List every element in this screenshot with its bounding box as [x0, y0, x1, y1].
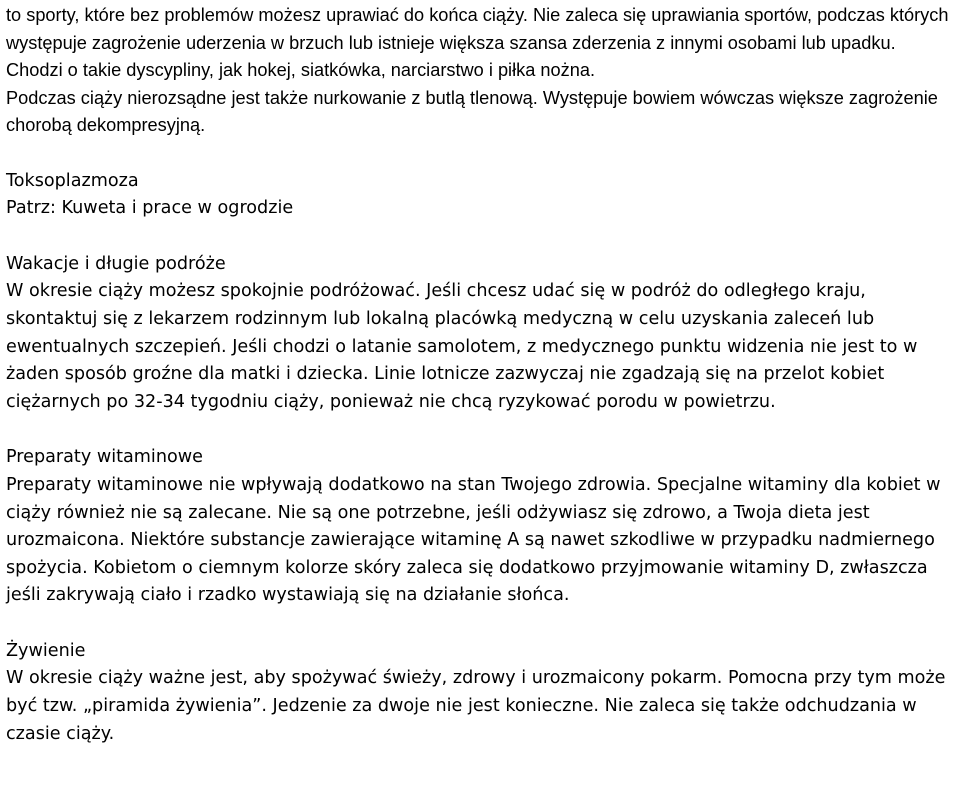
section-body-travel: W okresie ciąży możesz spokojnie podróżować. Jeśli chcesz udać się w podróż do odległego kraju, skontaktuj się z lekarzem rodzinnym lub lokalną placówką medyczną w celu uzyskania zaleceń lub ewentualnych szczepień. Jeśli chodzi o latanie samolotem, z medycznego punktu widzenia nie jest to w żaden sposób groźne dla matki i dziecka. Linie lotnicze zazwyczaj nie zgadzają się na przelot kobiet ciężarnych po 32-34 tygodniu ciąży, ponieważ nie chcą ryzykować porodu w powietrzu.: [6, 281, 918, 412]
section-body-toxoplasmosis: Patrz: Kuweta i prace w ogrodzie: [6, 198, 294, 219]
section-heading-vitamins: Preparaty witaminowe: [6, 447, 203, 468]
section-heading-toxoplasmosis: Toksoplazmoza: [6, 170, 139, 191]
section-body-nutrition: W okresie ciąży ważne jest, aby spożywać świeży, zdrowy i urozmaicony pokarm. Pomocna przy tym może być tzw. „piramida żywienia”. Jedzenie za dwoje nie jest konieczne. Nie zaleca się także odchudzania w czasie ciąży.: [6, 668, 946, 744]
section-body-vitamins: Preparaty witaminowe nie wpływają dodatkowo na stan Twojego zdrowia. Specjalne witaminy dla kobiet w ciąży również nie są zalecane. Nie są one potrzebne, jeśli odżywiasz się zdrowo, a Twoja dieta jest urozmaicona. Niektóre substancje zawierające witaminę A są nawet szkodliwe w przypadku nadmiernego spożycia. Kobietom o ciemnym kolorze skóry zaleca się dodatkowo przyjmowanie witaminy D, zwłaszcza jeśli zakrywają ciało i rzadko wystawiają się na działanie słońca.: [6, 474, 941, 606]
spacer: [6, 610, 954, 638]
spacer: [6, 223, 954, 251]
spacer: [6, 416, 954, 444]
spacer: [6, 140, 954, 168]
intro-paragraph: to sporty, które bez problemów możesz uprawiać do końca ciąży. Nie zaleca się uprawiania sportów, podczas których występuje zagrożenie uderzenia w brzuch lub istnieje większa szansa zderzenia z innymi osobami lub upadku. Chodzi o takie dyscypliny, jak hokej, siatkówka, narciarstwo i piłka nożna.: [6, 5, 949, 81]
section-heading-nutrition: Żywienie: [6, 640, 86, 661]
diving-paragraph: Podczas ciąży nierozsądne jest także nurkowanie z butlą tlenową. Występuje bowiem wówczas większe zagrożenie chorobą dekompresyjną.: [6, 87, 938, 136]
section-heading-travel: Wakacje i długie podróże: [6, 253, 226, 274]
